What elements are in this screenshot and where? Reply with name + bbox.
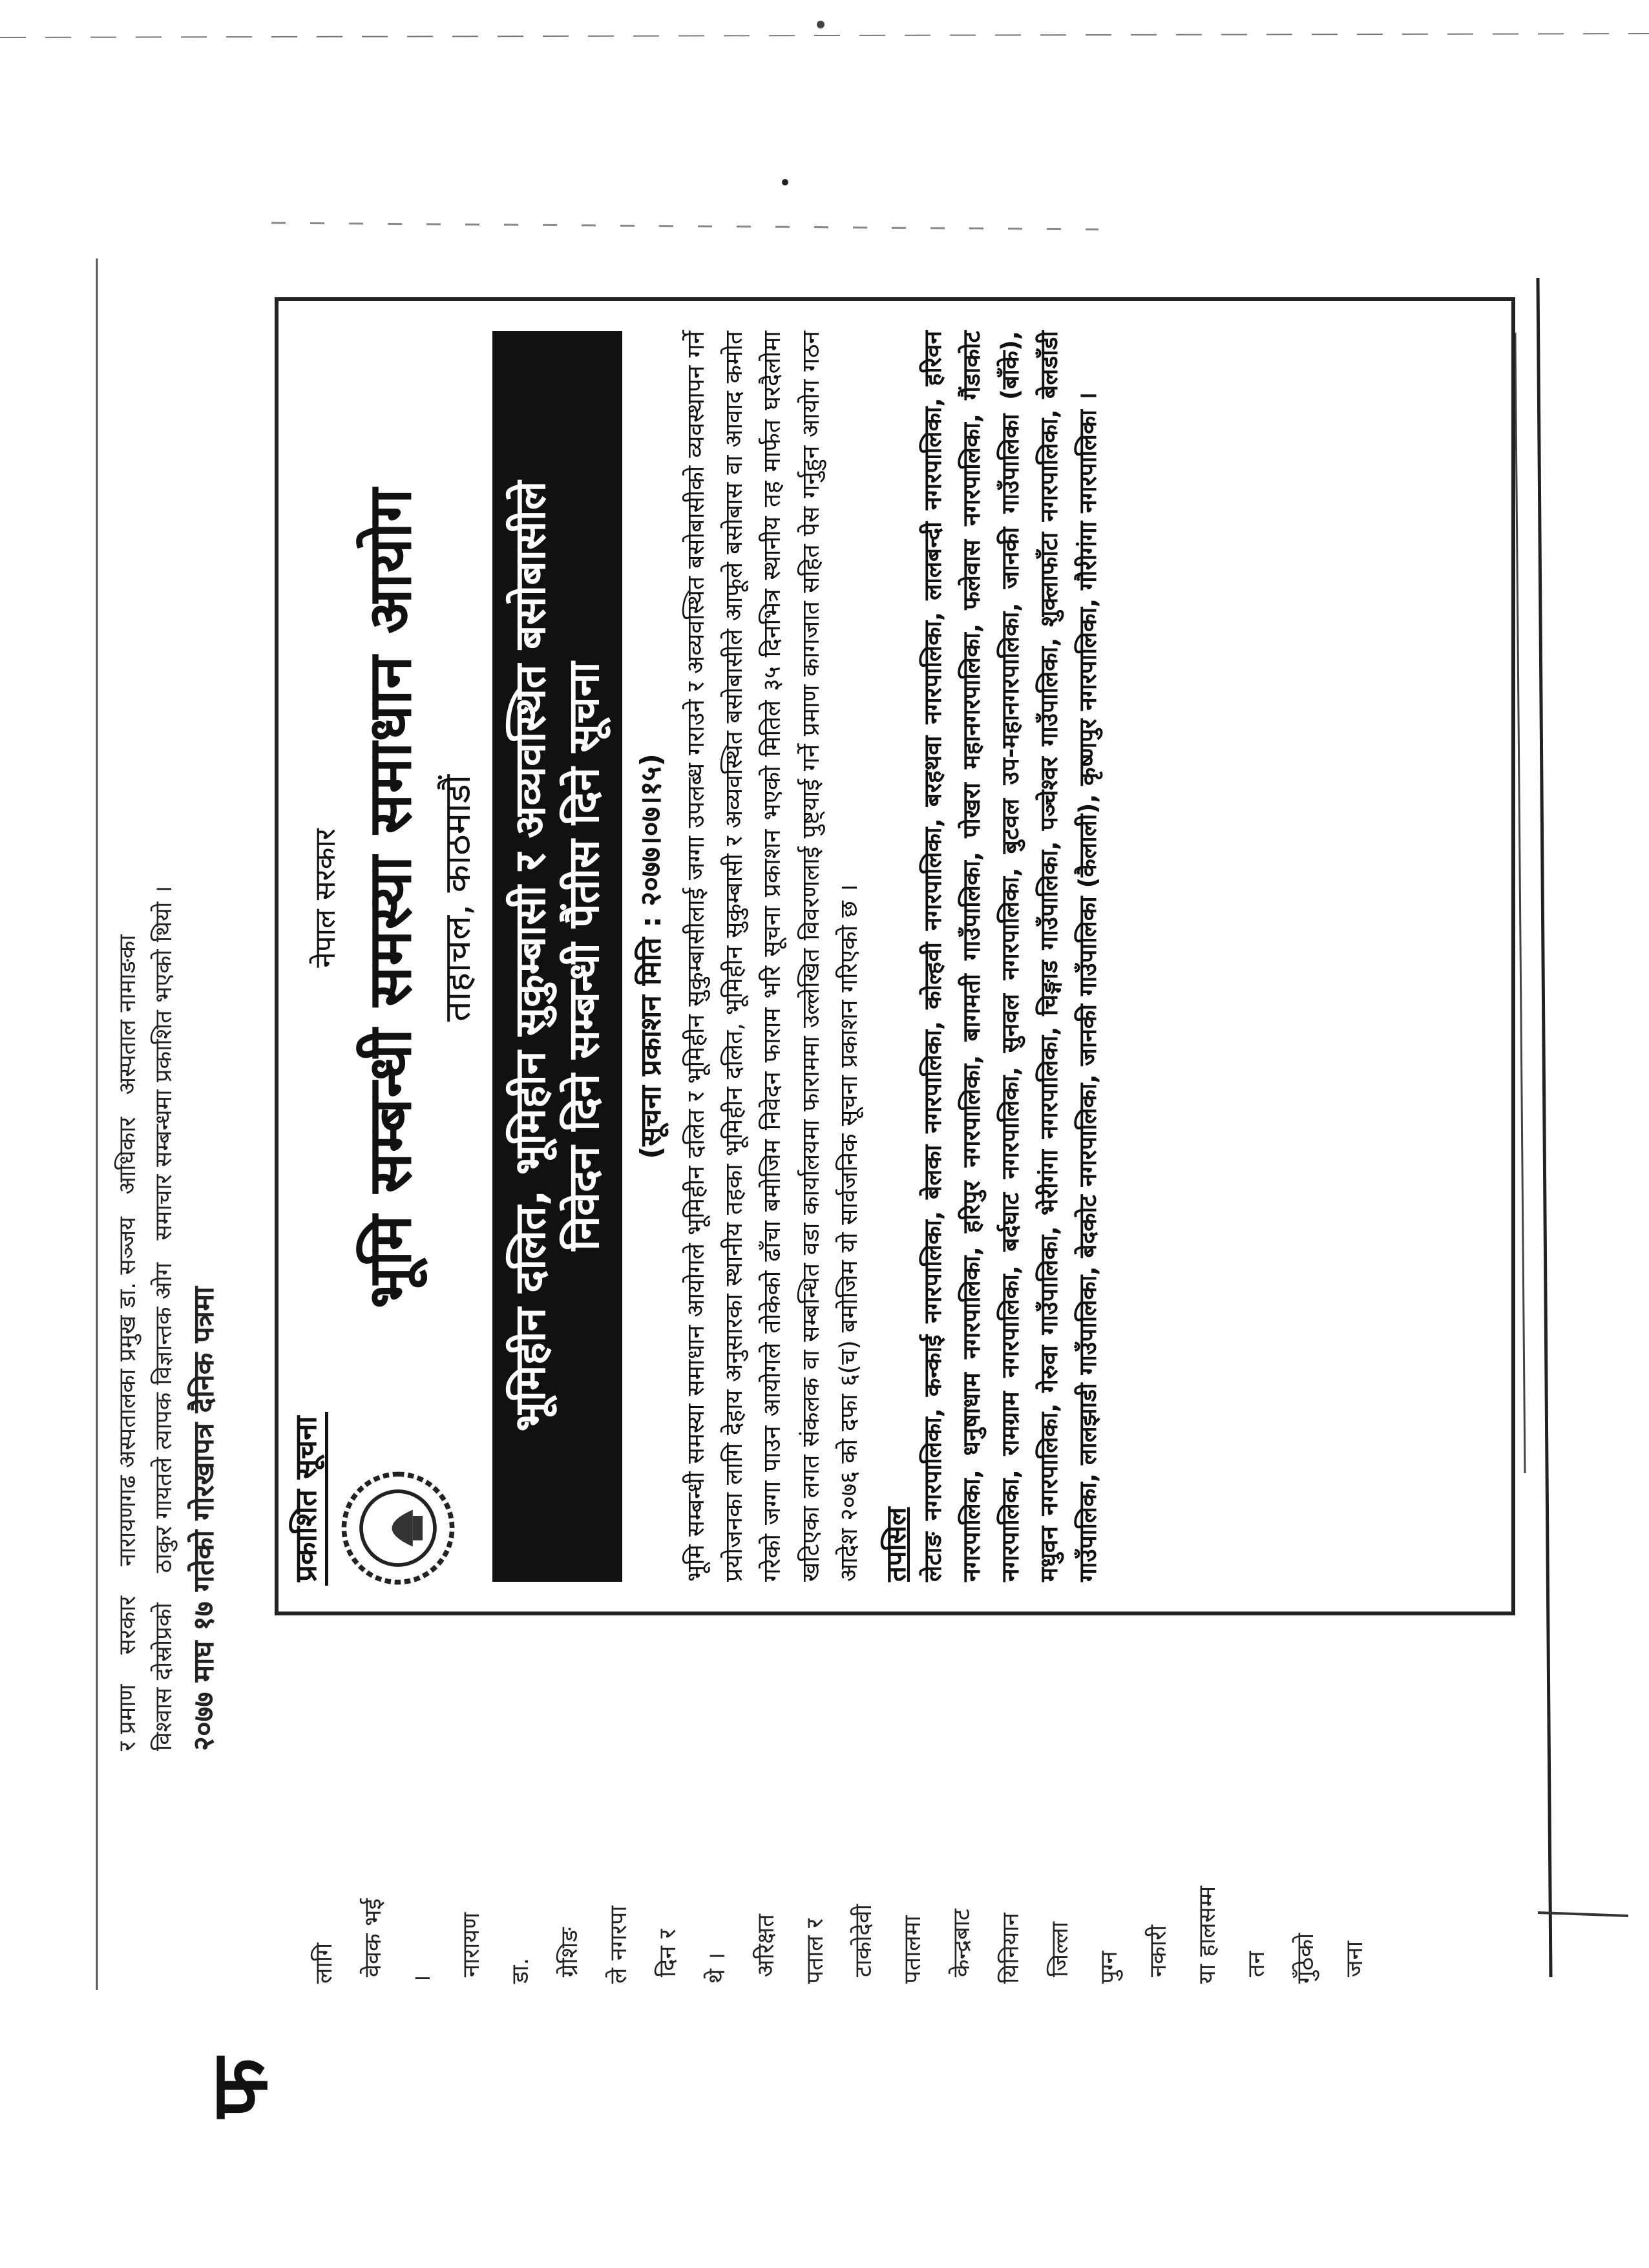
- left-column-word: गुँठेको: [1292, 1933, 1319, 1984]
- left-column-word: जिल्ला: [1047, 1921, 1073, 1977]
- strip-col-d: आधिकार: [114, 1117, 141, 1195]
- strip-col-c: सरकार: [114, 1595, 141, 1655]
- details-list: लेटाङ नगरपालिका, कन्काई नगरपालिका, बेलका नगरपालिका, कोल्हवी नगरपालिका, बरहथवा नगरपालिका, लालबन्दी नगरपालिका, हरिवन नगरपालिका, धनुषाधाम नगरपालिका, हरिपुर नगरपालिका, बागमती गाउँपालिका, पोखरा महानगरपालिका, फलेवास नगरपालिका, गैंडाकोट नगरपालिका, रामग्राम नगरपालिका, बर्दघाट नगरपालिका, सुनवल नगरपालिका, बुटवल उप-महानगरपालिका, जानकी गाउँपालिका (बाँके), मधुवन नगरपालिका, गेरुवा गाउँपालिका, भेरीगंगा नगरपालिका, चिङ्गाड गाउँपालिका, पञ्चेश्वर गाउँपालिका, शुक्लाफाँटा नगरपालिका, बेलडाँडी गाउँपालिका, लालझाडी गाउँपालिका, बेदकोट नगरपालिका, जानकी गाउँपालिका (कैलाली), कृष्णपुर नगरपालिका, गौरीगंगा नगरपालिका ।: [918, 331, 1102, 1582]
- strip-line1: नारायणगढ अस्पतालका प्रमुख डा. सञ्जय: [114, 1216, 141, 1567]
- left-column-word: तन: [1243, 1951, 1270, 1977]
- left-column-word: पताल र: [802, 1918, 828, 1984]
- strip-col-e: अस्पताल नामाङका: [114, 934, 141, 1095]
- left-column-word: अरिक्षत: [753, 1914, 779, 1977]
- left-column-word: ग्रेशिङ: [556, 1927, 583, 1977]
- left-column-word: थे ।: [704, 1952, 730, 1984]
- government-name: नेपाल सरकार: [309, 828, 342, 968]
- left-column-mark: फ: [194, 2058, 285, 2118]
- ad-label: प्रकाशित सूचना: [285, 1412, 328, 1586]
- title-line-2: निवेदन दिने सम्बन्धी पैंतीस दिने सूचना: [558, 662, 609, 1251]
- left-column-word: ।: [409, 1975, 436, 1984]
- left-column-word: डा.: [507, 1957, 534, 1984]
- publication-date: (सूचना प्रकाशन मिति : २०७७।०७।१५): [635, 753, 667, 1159]
- left-column-word: दिन र: [655, 1929, 681, 1977]
- left-column-word: पतालमा: [899, 1915, 926, 1984]
- commission-name: भूमि सम्बन्धी समस्या समाधान आयोग: [355, 488, 425, 1308]
- left-column-word: केन्द्रबाट: [949, 1909, 975, 1977]
- strip-line2: ठाकुर गायतले त्यापक विज्ञान्तक ओग: [150, 1262, 177, 1573]
- strip-col-a: र प्रमाण: [114, 1684, 141, 1751]
- left-column-word: या हालसम्म: [1194, 1885, 1221, 1984]
- strip-date-line: २०७७ माघ १७ गतेको गोरखापत्र दैनिक पत्रमा: [187, 1286, 220, 1751]
- strip-col-f: समाचार सम्बन्धमा प्रकाशित भएको थियो ।: [150, 885, 177, 1241]
- notice-box: [275, 297, 1515, 1615]
- notice-clipping: [213, 284, 1577, 1628]
- left-column-word: नकारी: [1145, 1924, 1171, 1977]
- left-column-word: लागि: [311, 1942, 337, 1984]
- details-title: तपसिल: [879, 1507, 912, 1582]
- title-line-1: भूमिहीन दलित, भूमिहीन सुकुम्बासी र अव्यवस्थित बसोबासीले: [505, 481, 555, 1432]
- newspaper-header-strip: [103, 323, 220, 1758]
- notice-body: भूमि सम्बन्धी समस्या समाधान आयोगले भूमिहीन दलित र भूमिहीन सुकुम्बासीलाई जग्गा उपलब्ध गराउने र अव्यवस्थित बसोबासीको व्यवस्थापन गर्ने प्रयोजनका लागि देहाय अनुसारका स्थानीय तहका भूमिहीन दलित, भूमिहीन सुकुम्बासी र अव्यवस्थित बसोबासीले आफूले बसोबास वा आवाद कमोत गरेको जग्गा पाउन आयोगले तोकेको ढाँचा बमोजिम निवेदन फाराम भरि सूचना प्रकाशन भएको मितिले ३५ दिनभित्र स्थानीय तह मार्फत घरदैलोमा खटिएका लगत संकलक वा सम्बन्धित वडा कार्यालयमा फाराममा उल्लेखित विवरणलाई पुष्ट्याई गर्ने प्रमाण कागजात सहित पेस गर्नुहुन आयोग गठन आदेश २०७६ को दफा ६(च) बमोजिम यो सार्वजनिक सूचना प्रकाशन गरिएको छ ।: [682, 331, 863, 1582]
- nepal-emblem-icon: [337, 1467, 459, 1590]
- notice-title-band: [492, 331, 622, 1582]
- strip-col-b: विश्वास दोस्रोप्रको: [150, 1602, 177, 1751]
- left-column-word: ले नगरपा: [605, 1906, 632, 1984]
- left-column-word: वेवक भई: [360, 1898, 386, 1977]
- left-column-word: यिनियान: [998, 1913, 1024, 1984]
- left-column-word: जना: [1341, 1940, 1368, 1977]
- left-column-word: पुग्न: [1096, 1951, 1122, 1984]
- left-column-word: नारायण: [458, 1912, 485, 1977]
- left-column-word: टाकोदेवी: [850, 1904, 877, 1977]
- office-address: ताहाचल, काठमाडौं: [437, 774, 479, 1022]
